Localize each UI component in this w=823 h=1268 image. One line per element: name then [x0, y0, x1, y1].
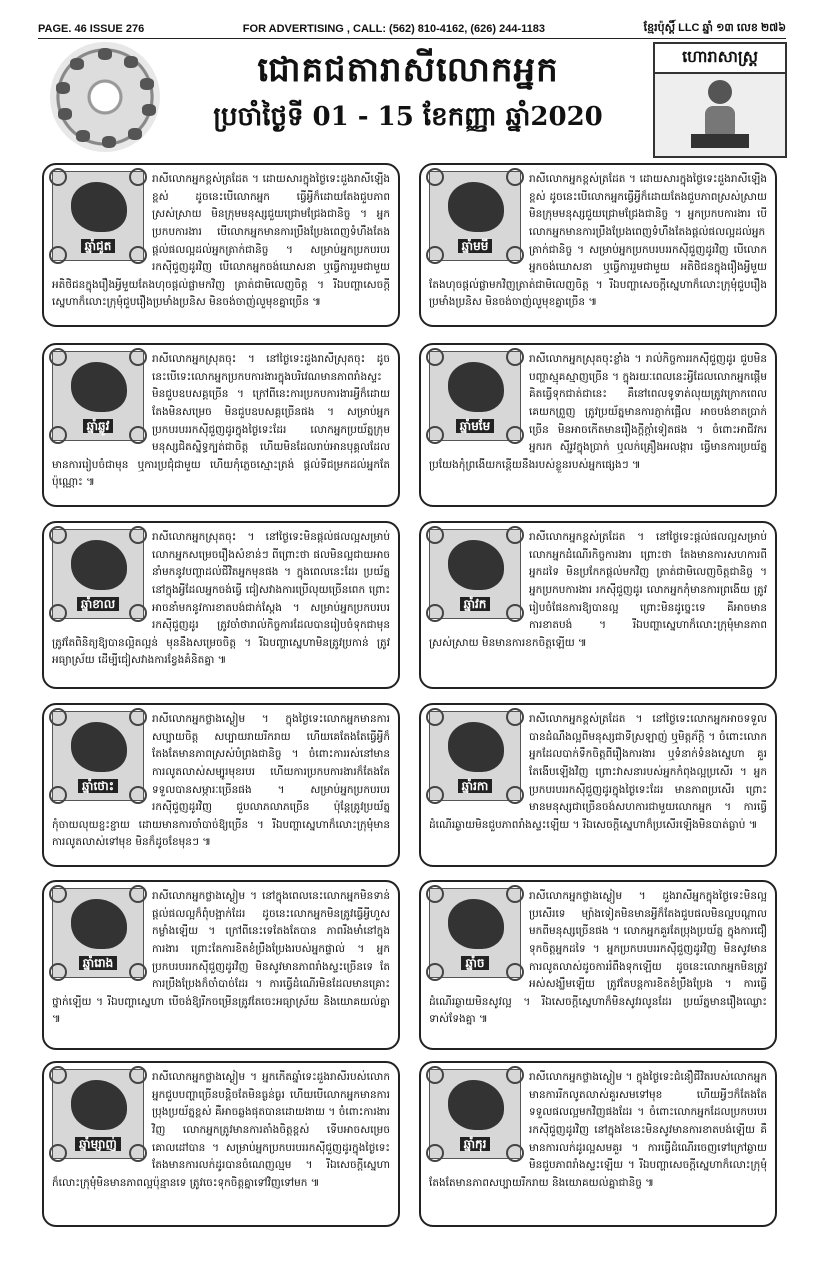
- horoscope-card: [42, 521, 400, 689]
- date-range: ប្រចាំថ្ងៃទី 01 - 15 ខែកញ្ញា ឆ្នាំ2020: [213, 102, 603, 132]
- zodiac-year-label: ឆ្នាំរោង: [53, 955, 143, 973]
- horoscope-card: [42, 343, 400, 507]
- ox-icon: [52, 351, 144, 441]
- zodiac-year-label: ឆ្នាំមមី: [430, 238, 520, 256]
- horoscope-text: រាសីលោកអ្នកស្រុតចុះ ។ នៅថ្ងៃទេះមិនផ្តល់ផលល្អសម្រាប់លោកអ្នកសម្រេចរឿងសំខាន់ៗ ពីព្រោះថា ផលមិនល្អជាយអាចនាំមកនូវបញ្ហាដល់ជីវិតអ្នកមុនផង ។ ក្នុងពេលនេះដែរ ប្រយ័ត្ននៅក្នុងអ្វីដែលអ្នកចង់ធ្វើ ជៀសវាងការប្រើលុយច្រើនពេក ព្រោះអាចនាំមកនូវការខាតបង់ជាក់ស្តែង ។ សម្រាប់អ្នកប្រកបរបររកស៊ីជួញដូរ ត្រូវចាំថារាល់កិច្ចការដែលបានរៀបចំទុកជាមុន ត្រូវតែពិនិត្យឱ្យបានល្អិតល្អន់ មុននឹងសម្រេចចិត្ត ។ រីឯបញ្ហាស្នេហាមិនត្រូវប្រកាន់ ត្រូវអធ្យាស្រ័យ ដើម្បីជៀសវាងការខ្វែងគំនិតគ្នា ៕: [52, 531, 390, 667]
- zodiac-year-label: ឆ្នាំវក: [430, 596, 520, 614]
- snake-icon: [52, 1069, 144, 1159]
- horoscope-card: [42, 703, 400, 867]
- astrologer-icon: [685, 76, 755, 152]
- horoscope-text: រាសីលោកអ្នកថ្លាងស្ងៀម ។ ក្នុងថ្ងៃទេះជំនឿជីវិតរបស់លោកអ្នកមានការរីកលូតលាស់គួរសមទៅមុខ ហើយអ្វីៗក៏តែងតែទទួលផលល្អមកវិញផងដែរ ។ ចំពោះលោកអ្នកដែលប្រកបរបររកស៊ីជួញដូរវិញ នៅក្នុងខែនេះមិនសូវមានការខាតបង់ឡើយ គឺមានការលក់ដូរល្អសមគួរ ។ ការធ្វើដំណើរចេញទៅក្រៅឆ្ងាយមិនជួបភាពរាំងស្ទះឡើយ ។ រីឯបញ្ហាសេចក្តីស្នេហាក៏លោះក្រុមុំតែងតែមានភាពសប្បាយរីករាយ និងយោគយល់គ្នាជានិច្ច ៕: [429, 1071, 767, 1189]
- zodiac-year-label: ឆ្នាំមមែ: [430, 418, 520, 436]
- zodiac-year-label: ឆ្នាំរកា: [430, 778, 520, 796]
- dog-icon: [429, 888, 521, 978]
- horoscope-card: [419, 880, 777, 1050]
- horoscope-text: រាសីលោកអ្នកស្រុតចុះ ។ នៅថ្ងៃទេះដួងរាសីស្រុតចុះ ដូចនេះបើទេះលោកអ្នកប្រកបការងារក្នុងបរិវេណមានភាពរាំងស្ទះ មិនជួបឧបសគ្គច្រើន ។ ក្រៅពីនេះការប្រកបការងារអ្វីក៏ដោយ តែងមិនសម្រេច មិនជួបឧបសគ្គច្រើនផង ។ សម្រាប់អ្នកប្រកបរបររកស៊ីជួញដូរក្នុងថ្ងៃទេះដែរ លោកអ្នកប្រយ័ត្នក្រុមមនុស្សជិតស្និទ្ធក្បត់ជាចិត្ត ហើយមិនដែលរាប់អានបុគ្គលដែលមានការរៀបចំជាមុន ឬការប្រជុំជាមួយ ហើយកុំភ្លេចស្មោះត្រង់ ផ្តល់ទីជម្រកដល់អ្នកតែប៉ុណ្ណោះ ៕: [52, 353, 390, 489]
- dragon-icon: [52, 888, 144, 978]
- zodiac-year-label: ឆ្នាំខាល: [53, 596, 143, 614]
- horoscope-card: [42, 163, 400, 327]
- horse-icon: [429, 171, 521, 261]
- zodiac-year-label: ឆ្នាំជូត: [53, 238, 143, 256]
- horoscope-card: [419, 703, 777, 867]
- horoscope-text: រាសីលោកអ្នកថ្លាងស្ងៀម ។ ក្នុងថ្ងៃទេះលោកអ្នកមានការសប្បាយចិត្ត សប្បាយរាយរីករាយ ហើយគេតែងតែធ្វើអ្វីក៏តែងតែមានភាពស្រស់បំព្រងជានិច្ច ។ ចំពោះការរស់នៅមានការលូតលាស់សម្បូរមុខរបរ ហើយការប្រកបការងារក៏តែងតែទទួលបានសម្ភារៈច្រើនផង ។ សម្រាប់អ្នកប្រកបរបររកស៊ីជួញដូរវិញ ជួបលាភលាភច្រើន ប៉ុន្តែត្រូវប្រយ័ត្នកុំចាយលុយខ្ជះខ្ជាយ ដោយមានការចាំបាច់ឱ្យច្រើន ។ រីឯបញ្ហាស្នេហាក៏លោះក្រុមុំមានការលូតលាស់ទៅមុខ មិនក៏ដូចខែមុនៗ ៕: [52, 713, 390, 849]
- horoscope-text: រាសីលោកអ្នកស្រុតចុះខ្លាំង ។ រាល់កិច្ចការរកស៊ីជួញដូរ ជួបមិនបញ្ហាស្មុគស្មាញច្រើន ។ ក្នុងរយៈពេលនេះអ្វីដែលលោកអ្នកផ្តើមគិតធ្វើទុកជាត់ជានេះ គឺនៅពេលទូទាត់លុយត្រូវក្រោកពេលគេយកព្រួញ ត្រូវប្រយ័ត្នមានការភ្ញាក់ផ្អើល អាចបង់ខាតប្រាក់ច្រើន មិនអាចកើតមានរឿងក្តីក្តាំទៀតផង ។ ចំពោះអាជីវករ អ្នករក ស៊ីរូវក្នុងប្រាក់ ឬលក់គ្រឿងអលង្ការ ធ្វើមានការប្រយ័ត្នប្រយែងកុំព្រងើយកន្តើយនឹងរបស់ខ្លួនរបស់អ្នកផ្សេងៗ ៕: [429, 353, 767, 471]
- horoscope-text: រាសីលោកអ្នកខ្ពស់ត្រដែត ។ នៅថ្ងៃទេះលោកអ្នកអាចទទួលបានដំណឹងល្អពីមនុស្សជាទីស្រឡាញ់ ឬមិត្តភ័ក្តិ ។ ចំពោះលោកអ្នកដែលបាក់ទឹកចិត្តពីរឿងការងារ ឬទំនាក់ទំនងស្នេហា គួរតែងើបឡើងវិញ ព្រោះវាសនារបស់អ្នកកំពុងល្អប្រសើរ ។ អ្នកប្រកបរបររកស៊ីជួញដូរក្នុងថ្ងៃទេះដែរ មានភាពប្រសើរ ព្រោះមានមនុស្សជាច្រើនចង់សហការជាមួយលោកអ្នក ។ ការធ្វើដំណើរឆ្ងាយមិនជួបភាពរាំងស្ទះឡើយ ។ រីឯសេចក្តីស្នេហាក៏ប្រសើរឡើងមិនបាត់ធ្លាប់ ៕: [429, 713, 767, 831]
- horoscope-text: រាសីលោកអ្នកខ្ពស់ត្រដែត ។ នៅថ្ងៃទេះផ្តល់ផលល្អសម្រាប់លោកអ្នកដំណើរកិច្ចការងារ ព្រោះថា តែងមានការសហការពីអ្នកដទៃ មិនប្រកែកផ្តល់មកវិញ ត្រាត់ជាមិលេញចិត្តជានិច្ច ។ អ្នកប្រកបការងារ រកស៊ីជួញដូរ លោកអ្នកកុំមានការព្រងើយ ត្រូវរៀបចំផែនការឱ្យបានល្អ ព្រោះមិនដូច្នេះទេ គឺអាចមានការខាតបង់ ។ រីឯបញ្ហាស្នេហាក៏លោះក្រុមុំមានភាពស្រស់ស្រាយ មិនមានការខកចិត្តឡើយ ៕: [429, 531, 767, 649]
- zodiac-year-label: ឆ្នាំថោះ: [53, 778, 143, 796]
- zodiac-year-label: ឆ្នាំកុរ: [430, 1136, 520, 1154]
- horoscope-card: [419, 163, 777, 327]
- zodiac-year-label: ឆ្នាំឆ្លូវ: [53, 418, 143, 436]
- horoscope-label: ហោរាសាស្ត្រ: [655, 44, 785, 74]
- top-bar: [38, 20, 786, 39]
- zodiac-wheel-icon: [50, 42, 160, 152]
- horoscope-card: [42, 1061, 400, 1227]
- horoscope-text: រាសីលោកអ្នកថ្លាងស្ងៀម ។ ដួងរាសីអ្នកក្នុងថ្ងៃទេះមិនល្អ ប្រសើរទេ ម្យ៉ាងទៀតមិនមានអ្វីក៏តែងជួបផលមិនល្អបណ្តាលមកពីមនុស្សច្រើនផង ។ លោកអ្នកគួរតែប្រុងប្រយ័ត្ន ក្នុងការជឿទុកចិត្តអ្នកដទៃ ។ អ្នកប្រកបរបររកស៊ីជួញដូរវិញ មិនសូវមានការលូតលាស់ដូចការរំពឹងទុកឡើយ ដូចនេះលោកអ្នកមិនត្រូវអស់សង្ឃឹមឡើយ ត្រូវតែបន្តការខិតខំប្រឹងប្រែង ។ ការធ្វើដំណើរឆ្ងាយមិនសូវល្អ ។ រីឯសេចក្តីស្នេហាក៏មិនសូវរលូនដែរ ប្រយ័ត្នមានរឿងឈ្លោះទាស់ទែងគ្នា ៕: [429, 890, 767, 1026]
- tiger-icon: [52, 529, 144, 619]
- goat-icon: [429, 351, 521, 441]
- astrologer-illustration: [653, 42, 787, 158]
- horoscope-text: រាសីលោកអ្នកថ្លាងស្ងៀម ។ នៅក្នុងពេលនេះលោកអ្នកមិនទាន់ផ្តល់ផលល្អក៏ពុំបង្អាក់ដែរ ដូចនេះលោកអ្នកមិនត្រូវធ្វើអ្វីហួសកម្លាំងឡើយ ។ ក្រៅពីនេះទេតែងតែបាន ភាពរឹងមាំនៅក្នុងការងារ ព្រោះតែការខិតខំប្រឹងប្រែងរបស់អ្នកផ្ទាល់ ។ អ្នកប្រកបរបររកស៊ីជួញដូរវិញ មិនសូវមានភាពរាំងស្ទះច្រើនទេ តែការប្រឹងប្រែងក៏ចាំបាច់ដែរ ។ ការធ្វើដំណើរមិនដែលមានគ្រោះថ្នាក់ឡើយ ។ រីឯបញ្ហាស្នេហា បើចង់ឱ្យរីកចម្រើនត្រូវតែចេះអធ្យាស្រ័យ និងយោគយល់គ្នា ៕: [52, 890, 390, 1026]
- horoscope-card: [419, 521, 777, 689]
- horoscope-text: រាសីលោកអ្នកថ្លាងស្ងៀម ។ អ្នកកើតឆ្នាំទេះដួងរាសីរបស់លោកអ្នកជួបបញ្ហាច្រើនបន្តិចតែមិនធ្ងន់ធ្ងរ ហើយបើលោកអ្នកមានការប្រុងប្រយ័ត្នខ្ពស់ គឺអាចឆ្លងផុតបានដោយងាយ ។ ចំពោះការងារវិញ លោកអ្នកត្រូវមានការតាំងចិត្តខ្ពស់ ទើបអាចសម្រេចគោលដៅបាន ។ សម្រាប់អ្នកប្រកបរបររកស៊ីជួញដូរក្នុងថ្ងៃទេះ តែងមានការលក់ដូរបានចំណេញល្មម ។ រីឯសេចក្តីស្នេហាក៏លោះក្រុមុំមិនមានភាពល្អប៉ុន្មានទេ ត្រូវចេះទុកចិត្តគ្នាទៅវិញទៅមក ៕: [52, 1071, 390, 1189]
- page-title: ជោគជតារាសីលោកអ្នក: [257, 50, 559, 90]
- publisher-brand: ខ្មែរប៉ុស្តិ៍ LLC ឆ្នាំ ១៣ លេខ ២៧៦: [643, 22, 786, 34]
- rooster-icon: [429, 711, 521, 801]
- zodiac-year-label: ឆ្នាំម្សាញ់: [53, 1136, 143, 1154]
- zodiac-year-label: ឆ្នាំច: [430, 955, 520, 973]
- monkey-icon: [429, 529, 521, 619]
- horoscope-text: រាសីលោកអ្នកខ្ពស់ត្រដែត ។ ដោយសារក្នុងថ្ងៃទេះដួងរាសីឡើងខ្ពស់ ដូចនេះបើលោកអ្នក ធ្វើអ្វីក៏ដោយតែងជួបភាពស្រស់ស្រាយ មិនក្រុមមនុស្សជួយជ្រោមជ្រែងជានិច្ច ។ អ្នកប្រកបការងារ បើលោកអ្នកមានការប្រឹងប្រែងពេញទំហឹងតែងផ្តល់ផលល្អដល់អ្នកត្រាក់ជានិច្ច ។ សម្រាប់អ្នកប្រកបរបររកស៊ីជួញដូរវិញ បើលោកអ្នកចង់ឃោសនា ឬធ្វើការរួមជាមួយ អតិថិជនក្នុងរឿងអ្វីមួយតែងហុចផ្តល់ផ្លាមកវិញ ត្រាត់ជាមិលេញចិត្ត ។ រីឯបញ្ហាសេចក្តីស្នេហាក៏លោះក្រុមុំជួបរឿងប្រមាំងប្រនិស មិនចង់ចាញ់លួមុខគ្នាច្រើន ៕: [52, 173, 390, 309]
- rat-icon: [52, 171, 144, 261]
- advertising-contact: FOR ADVERTISING , CALL: (562) 810-4162, (626) 244-1183: [242, 23, 546, 35]
- horoscope-card: [42, 880, 400, 1050]
- horoscope-card: [419, 1061, 777, 1227]
- header: [38, 40, 786, 160]
- rabbit-icon: [52, 711, 144, 801]
- horoscope-card: [419, 343, 777, 507]
- pig-icon: [429, 1069, 521, 1159]
- page-issue: PAGE. 46 ISSUE 276: [38, 23, 145, 35]
- horoscope-text: រាសីលោកអ្នកខ្ពស់ត្រដែត ។ ដោយសារក្នុងថ្ងៃទេះដួងរាសីឡើងខ្ពស់ ដូចនេះបើលោកអ្នកធ្វើអ្វីក៏ដោយតែងជួបភាពស្រស់ស្រាយ មិនក្រុមមនុស្សជួយជ្រោមជ្រែងជានិច្ច ។ អ្នកប្រកបការងារ បើលោកអ្នកមានការប្រឹងប្រែងពេញទំហឹងតែងផ្តល់ផលល្អដល់អ្នកត្រាក់ជានិច្ច ។ សម្រាប់អ្នកប្រកបរបររកស៊ីជួញដូរវិញ បើលោកអ្នកចង់ឃោសនា ឬធ្វើការរួមជាមួយ អតិថិជនក្នុងរឿងអ្វីមួយតែងហុចផ្តល់ផ្លាមកវិញត្រាត់ជាមិលេញចិត្ត ។ រីឯបញ្ហាសេចក្តីស្នេហាក៏លោះក្រុមុំជួបរឿងប្រមាំងប្រនិស មិនចង់ចាញ់លួមុខគ្នាច្រើន ៕: [429, 173, 767, 309]
